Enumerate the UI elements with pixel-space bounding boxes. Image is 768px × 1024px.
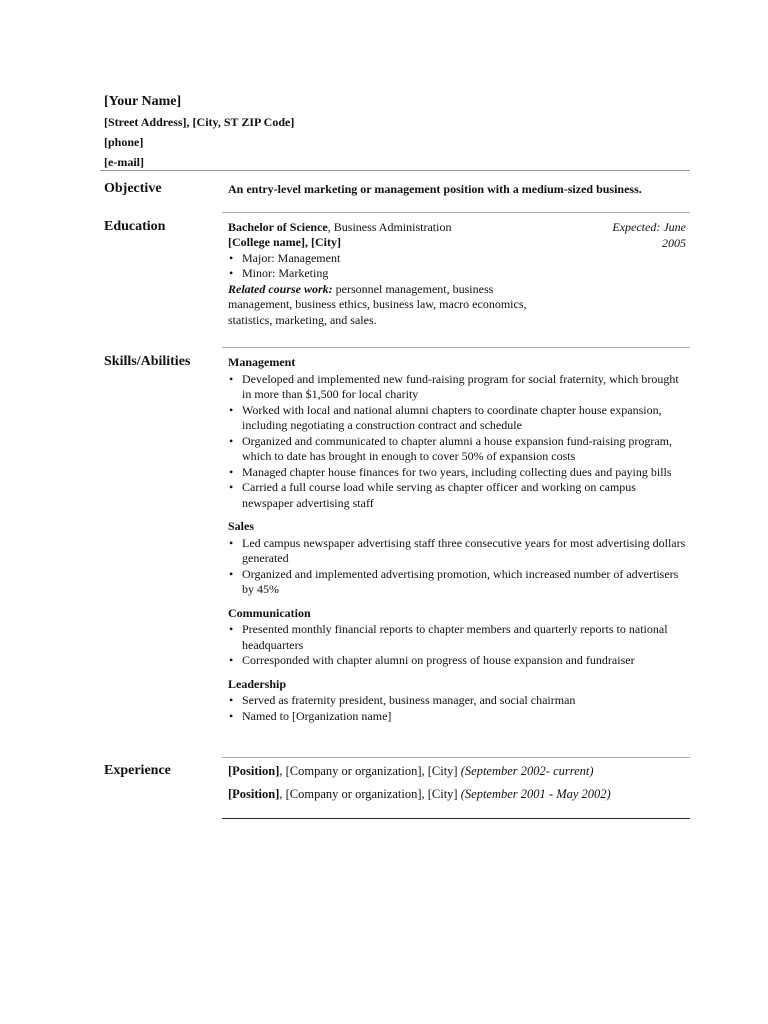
degree-field: , Business Administration	[327, 220, 452, 234]
bullet-glyph: •	[229, 480, 234, 494]
bullet-glyph: •	[229, 566, 234, 581]
list-item	[228, 480, 686, 511]
objective-title: Objective	[104, 181, 162, 196]
list-item	[228, 266, 686, 282]
experience-entry	[228, 787, 686, 803]
list-item	[228, 536, 686, 567]
list-item	[228, 403, 686, 434]
bullet-glyph: •	[229, 464, 234, 479]
degree-name: Bachelor of Science	[228, 220, 328, 234]
skill-item-text: Named to [Organization name]	[242, 708, 392, 723]
skill-item-text: Served as fraternity president, business manager, and social chairman	[242, 693, 576, 707]
street-address: [Street Address], [City, ST ZIP Code]	[104, 115, 295, 129]
minor-item: Minor: Marketing	[242, 266, 329, 280]
list-item	[228, 567, 686, 598]
objective-text: An entry-level marketing or management position with a medium-sized business.	[228, 182, 642, 196]
bullet-glyph: •	[229, 693, 234, 707]
list-item	[228, 622, 686, 653]
skills-divider	[222, 757, 690, 758]
header-divider	[100, 170, 690, 171]
list-item	[228, 465, 686, 481]
skill-group	[228, 677, 686, 725]
education-divider	[222, 347, 690, 348]
skill-group-heading: Sales	[228, 519, 255, 533]
experience-body	[228, 764, 686, 809]
objective-body	[228, 182, 686, 198]
education-bullets	[228, 251, 686, 282]
bullet-glyph: •	[229, 433, 234, 448]
expected-date: Expected: June 2005	[612, 220, 686, 250]
coursework-label: Related course work:	[228, 281, 333, 296]
list-item	[228, 653, 686, 669]
employment-dates: (September 2002- current)	[460, 764, 594, 778]
experience-entry	[228, 764, 686, 780]
objective-divider	[222, 212, 690, 213]
employment-dates: (September 2001 - May 2002)	[460, 786, 611, 801]
skill-list	[228, 372, 686, 512]
bottom-divider	[222, 818, 690, 819]
list-item	[228, 693, 686, 709]
bullet-glyph: •	[229, 402, 234, 417]
list-item	[228, 709, 686, 725]
bullet-glyph: •	[229, 266, 234, 280]
skill-list	[228, 536, 686, 598]
skill-item-text: Organized and communicated to chapter alumni a house expansion fund-raising program, which to date has brought in enough to cover 50% of expansion costs	[242, 433, 672, 463]
skill-group	[228, 355, 686, 511]
contact-header	[104, 94, 294, 175]
organization: , [Company or organization], [City]	[279, 786, 461, 801]
education-body	[228, 220, 686, 328]
bullet-glyph: •	[229, 250, 234, 265]
skill-item-text: Led campus newspaper advertising staff three consecutive years for most advertising dollars generated	[242, 535, 686, 565]
your-name: [Your Name]	[104, 94, 182, 109]
college-name: [College name], [City]	[228, 235, 341, 249]
phone: [phone]	[104, 135, 144, 149]
skills-title: Skills/Abilities	[104, 354, 191, 369]
skill-group-heading: Leadership	[228, 676, 287, 691]
skill-item-text: Presented monthly financial reports to chapter members and quarterly reports to national headquarters	[242, 622, 668, 652]
list-item	[228, 372, 686, 403]
coursework	[228, 282, 546, 329]
list-item	[228, 251, 686, 267]
skill-item-text: Managed chapter house finances for two years, including collecting dues and paying bills	[242, 464, 672, 479]
position-title: [Position]	[228, 764, 280, 778]
major-item: Major: Management	[242, 250, 341, 265]
skill-item-text: Organized and implemented advertising promotion, which increased number of advertisers by 45%	[242, 566, 679, 596]
skill-list	[228, 622, 686, 669]
bullet-glyph: •	[229, 371, 234, 386]
email: [e-mail]	[104, 155, 144, 169]
coursework-text: personnel management, business management, business ethics, business law, macro economics, statistics, marketing, and sales.	[228, 281, 527, 327]
skill-list	[228, 693, 686, 724]
skill-item-text: Corresponded with chapter alumni on progress of house expansion and fundraiser	[242, 653, 635, 667]
bullet-glyph: •	[229, 622, 234, 636]
skill-item-text: Developed and implemented new fund-raising program for social fraternity, which brought in more than $1,500 for local charity	[242, 371, 679, 401]
skill-group-heading: Management	[228, 355, 296, 369]
bullet-glyph: •	[229, 653, 234, 667]
experience-title: Experience	[104, 763, 171, 778]
bullet-glyph: •	[229, 708, 234, 723]
list-item	[228, 434, 686, 465]
skill-item-text: Carried a full course load while serving as chapter officer and working on campus newspaper advertising staff	[242, 480, 636, 510]
skill-item-text: Worked with local and national alumni chapters to coordinate chapter house expansion, including negotiating a construction contract and schedule	[242, 402, 662, 432]
skills-body	[228, 355, 686, 732]
position-title: [Position]	[228, 786, 280, 801]
bullet-glyph: •	[229, 535, 234, 550]
skill-group-heading: Communication	[228, 605, 311, 620]
education-title: Education	[104, 219, 166, 234]
organization: , [Company or organization], [City]	[279, 764, 461, 778]
skill-group	[228, 519, 686, 598]
skill-group	[228, 606, 686, 669]
